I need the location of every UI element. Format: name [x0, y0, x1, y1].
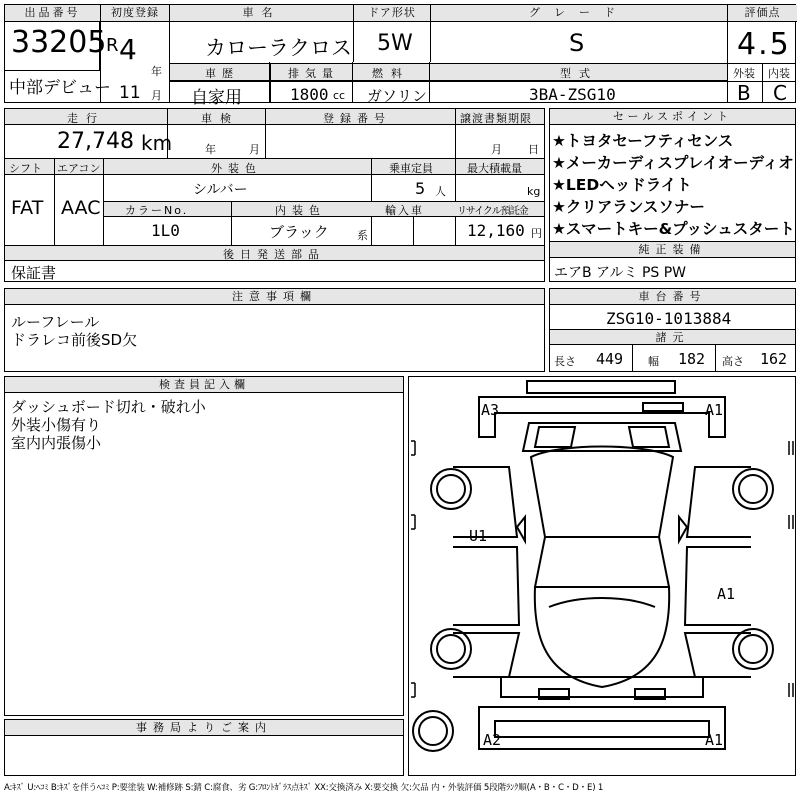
damage-mark-front-left: A3: [481, 401, 500, 419]
grade-label: グレード: [431, 5, 727, 22]
sales-point-item: ★メーカーディスプレイオーディオ: [552, 154, 794, 172]
inspector-line: 外装小傷有り: [11, 416, 102, 434]
fuel-label: 燃料: [372, 67, 410, 80]
model-label: 車名: [170, 5, 353, 22]
damage-mark-front-right: A1: [705, 401, 724, 419]
height-value: 162: [760, 350, 788, 368]
mileage-unit: km: [141, 131, 173, 155]
sales-points-label: セールスポイント: [550, 109, 795, 125]
mileage-label: 走行: [67, 112, 105, 125]
import-label: 輸入車: [385, 204, 424, 217]
chassis-block: [549, 288, 796, 372]
capacity-label: 乗車定員: [389, 162, 433, 175]
legend: A:ｷｽﾞ U:ﾍｺﾐ B:ｷｽﾞを伴うﾍｺﾐ P:要塗装 W:補修跡 S:錆 C:腐食、劣 G:ﾌﾛﾝﾄｶﾞﾗｽ点ｷｽﾞ XX:交換済み X:要交換 欠:欠品 内・外装評価 5段階ﾗﾝｸ順(A・B・C・D・E) 1: [4, 783, 604, 793]
recycle-value: 12,160: [467, 221, 525, 240]
inspection-year-unit: 年: [205, 143, 216, 156]
transfer-month-unit: 月: [491, 143, 502, 156]
history-label: 車歴: [205, 67, 239, 80]
int-color-suffix: 系: [357, 229, 368, 242]
details-block: [4, 108, 545, 282]
ext-color-value: シルバー: [193, 182, 248, 198]
inspection-label: 車検: [201, 112, 239, 125]
exterior-grade-label: 外装: [733, 67, 755, 80]
transfer-day-unit: 日: [528, 143, 539, 156]
lot-label: 出品番号: [5, 5, 100, 22]
inspector-block: [4, 376, 404, 716]
era: R: [106, 35, 119, 56]
notes-label: 注意事項欄: [5, 289, 544, 305]
damage-mark-rear-right: A1: [705, 731, 724, 749]
shift-label: シフト: [9, 162, 42, 175]
int-color-value: ブラック: [269, 223, 329, 241]
inspector-label: 検査員記入欄: [5, 377, 403, 393]
displacement-unit: cc: [333, 89, 346, 102]
score-label: 評価点: [728, 5, 797, 22]
lot-number-cell: [5, 5, 107, 70]
int-color-label: 内装色: [275, 204, 326, 217]
damage-mark-rear-left: A2: [483, 731, 502, 749]
grade-value: S: [569, 29, 585, 57]
header-block: [4, 4, 796, 108]
transfer-label: 譲渡書類期限: [460, 112, 532, 125]
sales-point-item: ★LEDヘッドライト: [552, 176, 692, 194]
reg-year: 4: [119, 33, 137, 66]
ext-color-label: 外装色: [211, 162, 262, 175]
plate-label: 登録番号: [323, 112, 391, 125]
door-value: 5W: [377, 31, 413, 56]
sales-points-block: [549, 108, 796, 282]
inspector-line: 室内内張傷小: [11, 434, 102, 452]
later-parts-label: 後日発送部品: [223, 248, 325, 261]
notes-line: ルーフレール: [11, 313, 100, 331]
length-label: 長さ: [554, 355, 576, 368]
reg-month: 11: [119, 83, 141, 103]
inspector-line: ダッシュボード切れ・破れ小: [11, 398, 206, 416]
notes-line: ドラレコ前後SD欠: [11, 331, 138, 349]
chassis-label: 車台番号: [550, 289, 795, 305]
capacity-unit: 人: [435, 185, 446, 198]
debut-note: 中部デビュー: [9, 78, 111, 98]
office-block: [4, 719, 404, 776]
width-label: 幅: [648, 355, 659, 368]
sales-point-item: ★トヨタセーフティセンス: [552, 132, 734, 150]
reg-year-unit: 年: [151, 65, 162, 78]
sales-point-item: ★スマートキー&プッシュスタート: [552, 220, 795, 238]
color-no-label: カラーNo.: [125, 204, 189, 217]
sales-point-item: ★クリアランスソナー: [552, 198, 705, 216]
equipment-label: 純正装備: [550, 242, 795, 258]
damage-diagram: [408, 376, 796, 776]
height-label: 高さ: [722, 355, 744, 368]
capacity-value: 5: [415, 179, 426, 198]
fuel-value: ガソリン: [367, 87, 428, 105]
recycle-unit: 円: [531, 227, 542, 240]
equipment-value: エアB アルミ PS PW: [554, 265, 687, 281]
later-parts-value: 保証書: [11, 264, 57, 282]
door-label: ドア形状: [354, 5, 430, 22]
damage-mark-right-rear: A1: [717, 585, 736, 603]
model-code-label: 型式: [560, 67, 598, 80]
office-label: 事務局よりご案内: [5, 720, 403, 736]
load-unit: kg: [527, 185, 541, 198]
lot-number: 33205: [11, 25, 107, 60]
car-outline-diagram: [409, 377, 795, 775]
model-name: カローラクロス: [205, 36, 352, 60]
aircon-label: エアコン: [57, 162, 101, 175]
interior-grade-label: 内装: [768, 67, 790, 80]
exterior-grade-value: B: [737, 81, 751, 105]
chassis-value: ZSG10-1013884: [606, 309, 732, 328]
shift-value: FAT: [11, 197, 44, 219]
aircon-value: AAC: [61, 197, 101, 219]
inspection-month-unit: 月: [249, 143, 260, 156]
notes-block: [4, 288, 545, 372]
first-reg-label: 初度登録: [101, 5, 169, 22]
load-label: 最大積載量: [467, 162, 522, 175]
dims-label: 諸元: [550, 330, 795, 345]
recycle-label: リサイクル預託金: [457, 206, 528, 217]
reg-month-unit: 月: [151, 89, 162, 102]
displacement-label: 排気量: [288, 67, 339, 80]
model-code-value: 3BA-ZSG10: [529, 85, 616, 104]
damage-mark-left-door: U1: [469, 527, 488, 545]
displacement-value: 1800: [290, 85, 329, 104]
mileage-value: 27,748: [57, 129, 134, 154]
score-value: 4.5: [737, 27, 791, 62]
interior-grade-value: C: [773, 81, 787, 105]
color-no-value: 1L0: [151, 221, 180, 240]
length-value: 449: [596, 350, 624, 368]
history-value: 自家用: [191, 88, 242, 108]
width-value: 182: [678, 350, 706, 368]
